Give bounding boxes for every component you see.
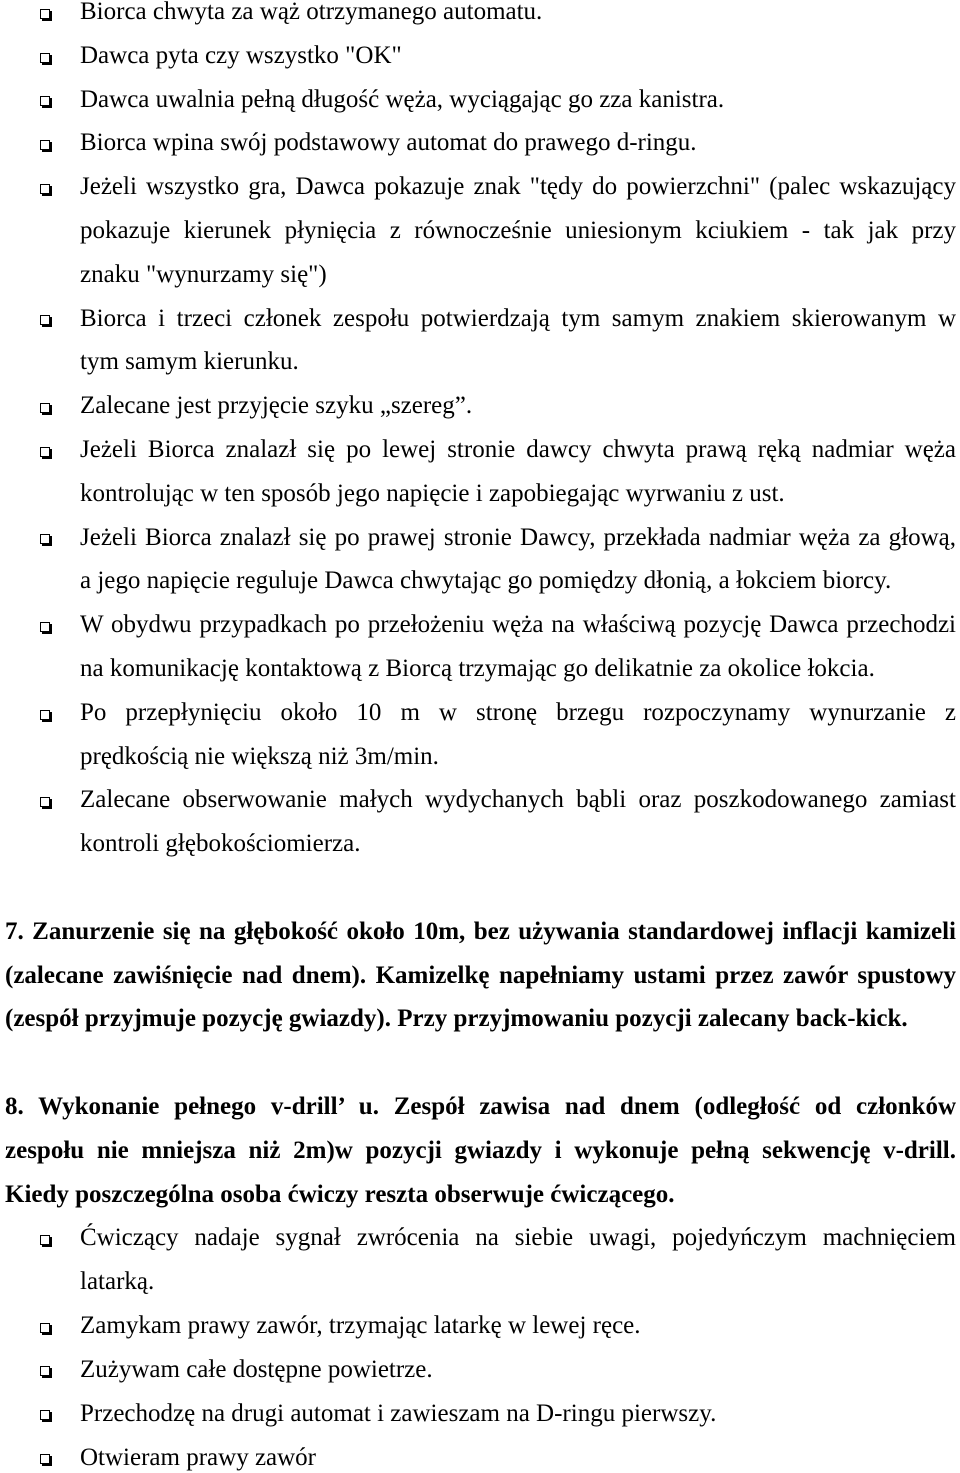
square-bullet-icon <box>40 403 50 413</box>
v-drill-steps-list <box>0 1216 960 1472</box>
list-item-text-line: na komunikację kontaktową z Biorcą trzymając go delikatnie za okolice łokcia. <box>80 655 875 683</box>
list-item-text-line: tym samym kierunku. <box>80 348 299 376</box>
list-item-text-line: Otwieram prawy zawór <box>80 1443 317 1471</box>
list-item-text <box>80 78 956 122</box>
list-item-text-line: Po przepłynięciu około 10 m w stronę brzegu rozpoczynamy wynurzanie z <box>80 698 956 726</box>
list-item-text <box>80 121 956 165</box>
list-item <box>0 1392 960 1436</box>
list-item-text <box>80 691 956 779</box>
list-item <box>0 1348 960 1392</box>
section-8-line: Kiedy poszczególna osoba ćwiczy reszta obserwuje ćwiczącego. <box>5 1180 675 1208</box>
list-item-text-line: Jeżeli wszystko gra, Dawca pokazuje znak "tędy do powierzchni" (palec wskazujący <box>80 173 956 201</box>
list-item-text <box>80 0 956 24</box>
square-bullet-icon <box>40 710 50 720</box>
list-item-text-line: Zużywam całe dostępne powietrze. <box>80 1355 433 1383</box>
list-item-text-line: Zamykam prawy zawór, trzymając latarkę w lewej ręce. <box>80 1312 641 1339</box>
section-7-line: 7. Zanurzenie się na głębokość około 10m, bez używania standardowej inflacji kamizeli <box>5 917 956 945</box>
list-item-text <box>80 34 956 78</box>
list-item <box>0 691 960 779</box>
square-bullet-icon <box>40 184 50 194</box>
list-item <box>0 0 960 24</box>
list-item-text-line: pokazuje kierunek płynięcia z równocześnie uniesionym kciukiem - tak jak przy <box>80 217 956 245</box>
section-8-line: zespołu nie mniejsza niż 2m)w pozycji gwiazdy i wykonuje pełną sekwencję v-drill. <box>5 1136 956 1164</box>
list-item-text <box>80 603 956 691</box>
square-bullet-icon <box>40 96 50 106</box>
list-item-text-line: Ćwiczący nadaje sygnał zwrócenia na siebie uwagi, pojedyńczym machnięciem <box>80 1224 956 1252</box>
list-item-text-line: kontroli głębokościomierza. <box>80 830 361 858</box>
list-item-text <box>80 1304 956 1348</box>
list-item-text <box>80 1348 956 1392</box>
list-item-text-line: latarką. <box>80 1268 155 1296</box>
square-bullet-icon <box>40 1410 50 1420</box>
list-item <box>0 121 960 165</box>
list-item <box>0 78 960 122</box>
section-8-line: 8. Wykonanie pełnego v-drill’ u. Zespół zawisa nad dnem (odległość od członków <box>5 1093 956 1121</box>
list-item-text-line: Jeżeli Biorca znalazł się po prawej stronie Dawcy, przekłada nadmiar węża za głową, <box>80 523 956 551</box>
list-item <box>0 34 960 78</box>
list-item-text-line: Zalecane jest przyjęcie szyku „szereg”. <box>80 392 473 420</box>
list-item-text-line: Jeżeli Biorca znalazł się po lewej stronie dawcy chwyta prawą ręką nadmiar węża <box>80 436 956 464</box>
square-bullet-icon <box>40 315 50 325</box>
square-bullet-icon <box>40 622 50 632</box>
square-bullet-icon <box>40 1366 50 1376</box>
list-item-text <box>80 297 956 385</box>
square-bullet-icon <box>40 534 50 544</box>
section-7-line: (zespół przyjmuje pozycję gwiazdy). Przy przyjmowaniu pozycji zalecany back-kick. <box>5 1005 908 1033</box>
square-bullet-icon <box>40 9 50 19</box>
list-item-text <box>80 1216 956 1304</box>
list-item-text <box>80 516 956 604</box>
list-item-text-line: Biorca i trzeci członek zespołu potwierdzają tym samym znakiem skierowanym w <box>80 304 956 332</box>
list-item-text <box>80 1435 956 1472</box>
list-item-text-line: a jego napięcie reguluje Dawca chwytając go pomiędzy dłonią, a łokciem biorcy. <box>80 567 892 595</box>
section-8-paragraph <box>5 1085 956 1216</box>
list-item-text-line: kontrolując w ten sposób jego napięcie i zapobiegając wyrwaniu z ust. <box>80 479 785 507</box>
list-item <box>0 297 960 385</box>
square-bullet-icon <box>40 1323 50 1333</box>
list-item <box>0 778 960 866</box>
list-item-text-line: Przechodzę na drugi automat i zawieszam na D-ringu pierwszy. <box>80 1399 717 1427</box>
list-item <box>0 165 960 296</box>
square-bullet-icon <box>40 1235 50 1245</box>
square-bullet-icon <box>40 797 50 807</box>
list-item-text-line: Dawca uwalnia pełną długość węża, wyciągając go zza kanistra. <box>80 85 725 113</box>
list-item-text <box>80 778 956 866</box>
list-item <box>0 1304 960 1348</box>
list-item-text <box>80 428 956 516</box>
list-item-text-line: znaku "wynurzamy się") <box>80 260 327 288</box>
list-item <box>0 603 960 691</box>
list-item-text-line: Biorca chwyta za wąż otrzymanego automatu. <box>80 0 543 25</box>
list-item-text <box>80 1392 956 1436</box>
section-7-paragraph <box>5 910 956 1041</box>
square-bullet-icon <box>40 53 50 63</box>
list-item <box>0 1435 960 1472</box>
list-item <box>0 384 960 428</box>
square-bullet-icon <box>40 447 50 457</box>
list-item-text-line: W obydwu przypadkach po przełożeniu węża na właściwą pozycję Dawca przechodzi <box>80 611 956 639</box>
list-item-text-line: Zalecane obserwowanie małych wydychanych bąbli oraz poszkodowanego zamiast <box>80 786 956 814</box>
list-item <box>0 1216 960 1304</box>
square-bullet-icon <box>40 140 50 150</box>
square-bullet-icon <box>40 1454 50 1464</box>
list-item-text-line: prędkością nie większą niż 3m/min. <box>80 742 439 770</box>
section-7-line: (zalecane zawiśnięcie nad dnem). Kamizelkę napełniamy ustami przez zawór spustowy <box>5 961 956 989</box>
list-item-text-line: Dawca pyta czy wszystko "OK" <box>80 41 402 69</box>
list-item <box>0 428 960 516</box>
list-item-text-line: Biorca wpina swój podstawowy automat do prawego d-ringu. <box>80 129 697 157</box>
list-item-text <box>80 165 956 296</box>
list-item-text <box>80 384 956 428</box>
list-item <box>0 516 960 604</box>
